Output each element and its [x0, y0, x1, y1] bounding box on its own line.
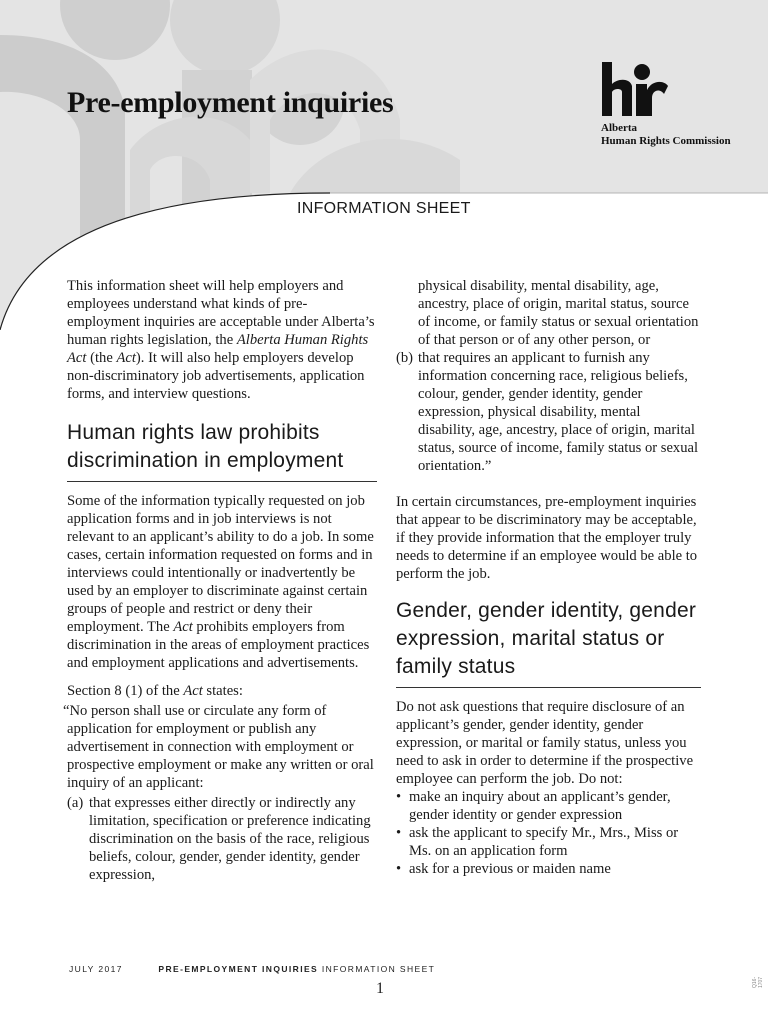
discrimination-text-1: Some of the information typically requested on job application forms and in job interviews is not relevant to an applicant’s ability to do a job. In some cases, certain information requested on forms and in interviews could intentionally or inadvertently be used by an employer to discriminate against certain groups of people and restrict or deny their employment. The [67, 493, 374, 635]
discrimination-act: Act [173, 619, 193, 635]
discrimination-paragraph [67, 492, 377, 672]
list-item-text: make an inquiry about an applicant’s gender, gender identity or gender expression [409, 789, 671, 823]
list-item [396, 788, 701, 824]
organization-line-2: Human Rights Commission [601, 135, 731, 147]
footer-doc-type: INFORMATION SHEET [321, 964, 436, 974]
left-column [63, 277, 377, 884]
list-item [396, 824, 701, 860]
page-title: Pre-employment inquiries [67, 86, 394, 119]
list-item-text: ask the applicant to specify Mr., Mrs., Miss or Ms. on an application form [409, 825, 679, 859]
list-item [396, 860, 701, 878]
section-reference [67, 682, 377, 700]
page-number: 1 [376, 980, 384, 997]
intro-paragraph [67, 277, 377, 403]
item-b-text: that requires an applicant to furnish any information concerning race, religious beliefs, colour, gender, gender identity, gender expression, physical disability, mental disability, age, ancestry, place of origin, marital status, source of income, family status or sexual orientation.” [418, 350, 699, 474]
item-a-continued-text: physical disability, mental disability, age, ancestry, place of origin, marital status, source of income, or family status or sexual orientation of that person or of any other person, or [418, 278, 699, 348]
document-code: Q16-1707 [752, 976, 764, 988]
item-a-label: (a) [67, 795, 84, 811]
bullet-icon: • [396, 789, 402, 805]
quote-item-a-continued [396, 277, 701, 349]
document-type-label: INFORMATION SHEET [297, 200, 471, 217]
organization-line-1: Alberta [601, 122, 638, 134]
disclosure-paragraph: Do not ask questions that require disclosure of an applicant’s gender, gender identity, gender expression, or marital or family status, unless you need to ask in order to determine if the prospective employee can perform the job. Do not: [396, 699, 694, 787]
right-column [396, 277, 701, 878]
intro-text-1: This information sheet will help employers and employees understand what kinds of pre-employment inquiries are acceptable under Alberta’s human rights legislation, the [67, 278, 375, 348]
organization-name [601, 122, 731, 148]
quote-item-b [396, 349, 701, 475]
footer-doc-name: PRE-EMPLOYMENT INQUIRIES [158, 964, 319, 974]
do-not-list [396, 788, 701, 878]
discrimination-text-2: prohibits employers from discrimination in the areas of employment practices and employment applications and advertisements. [67, 619, 370, 671]
page-footer [69, 964, 435, 974]
bullet-icon: • [396, 861, 402, 877]
bullet-icon: • [396, 825, 402, 841]
intro-text-2: (the [86, 350, 117, 366]
section-text-1: Section 8 (1) of the [67, 683, 184, 699]
circumstances-paragraph: In certain circumstances, pre-employment inquiries that appear to be discriminatory may be acceptable, if they provide information that the employer truly needs to determine if an employee would be able to perform the job. [396, 494, 698, 582]
section-act: Act [183, 683, 203, 699]
section-heading-human-rights-law: Human rights law prohibits discrimination in employment [67, 419, 377, 482]
act-quote: “No person shall use or circulate any form of application for employment or publish any advertisement in connection with employment or prospective employment or make any written or oral inquiry of an applicant: [63, 703, 374, 791]
quote-item-a [67, 794, 377, 884]
footer-date: JULY 2017 [69, 964, 123, 974]
item-a-continued-spacer [396, 277, 418, 349]
intro-act-name: Alberta Human Rights Act [67, 332, 369, 366]
item-a-text: that expresses either directly or indirectly any limitation, specification or preference indicating discrimination on the basis of the race, religious beliefs, colour, gender, gender identity, gender expression, [89, 795, 371, 883]
intro-text-3: ). It will also help employers develop non-discriminatory job advertisements, application forms, and interview questions. [67, 350, 365, 402]
section-heading-gender: Gender, gender identity, gender expression, marital status or family status [396, 597, 701, 688]
item-b-label: (b) [396, 350, 414, 366]
section-text-2: states: [202, 683, 243, 699]
intro-act: Act [116, 350, 136, 366]
list-item-text: ask for a previous or maiden name [409, 861, 611, 877]
